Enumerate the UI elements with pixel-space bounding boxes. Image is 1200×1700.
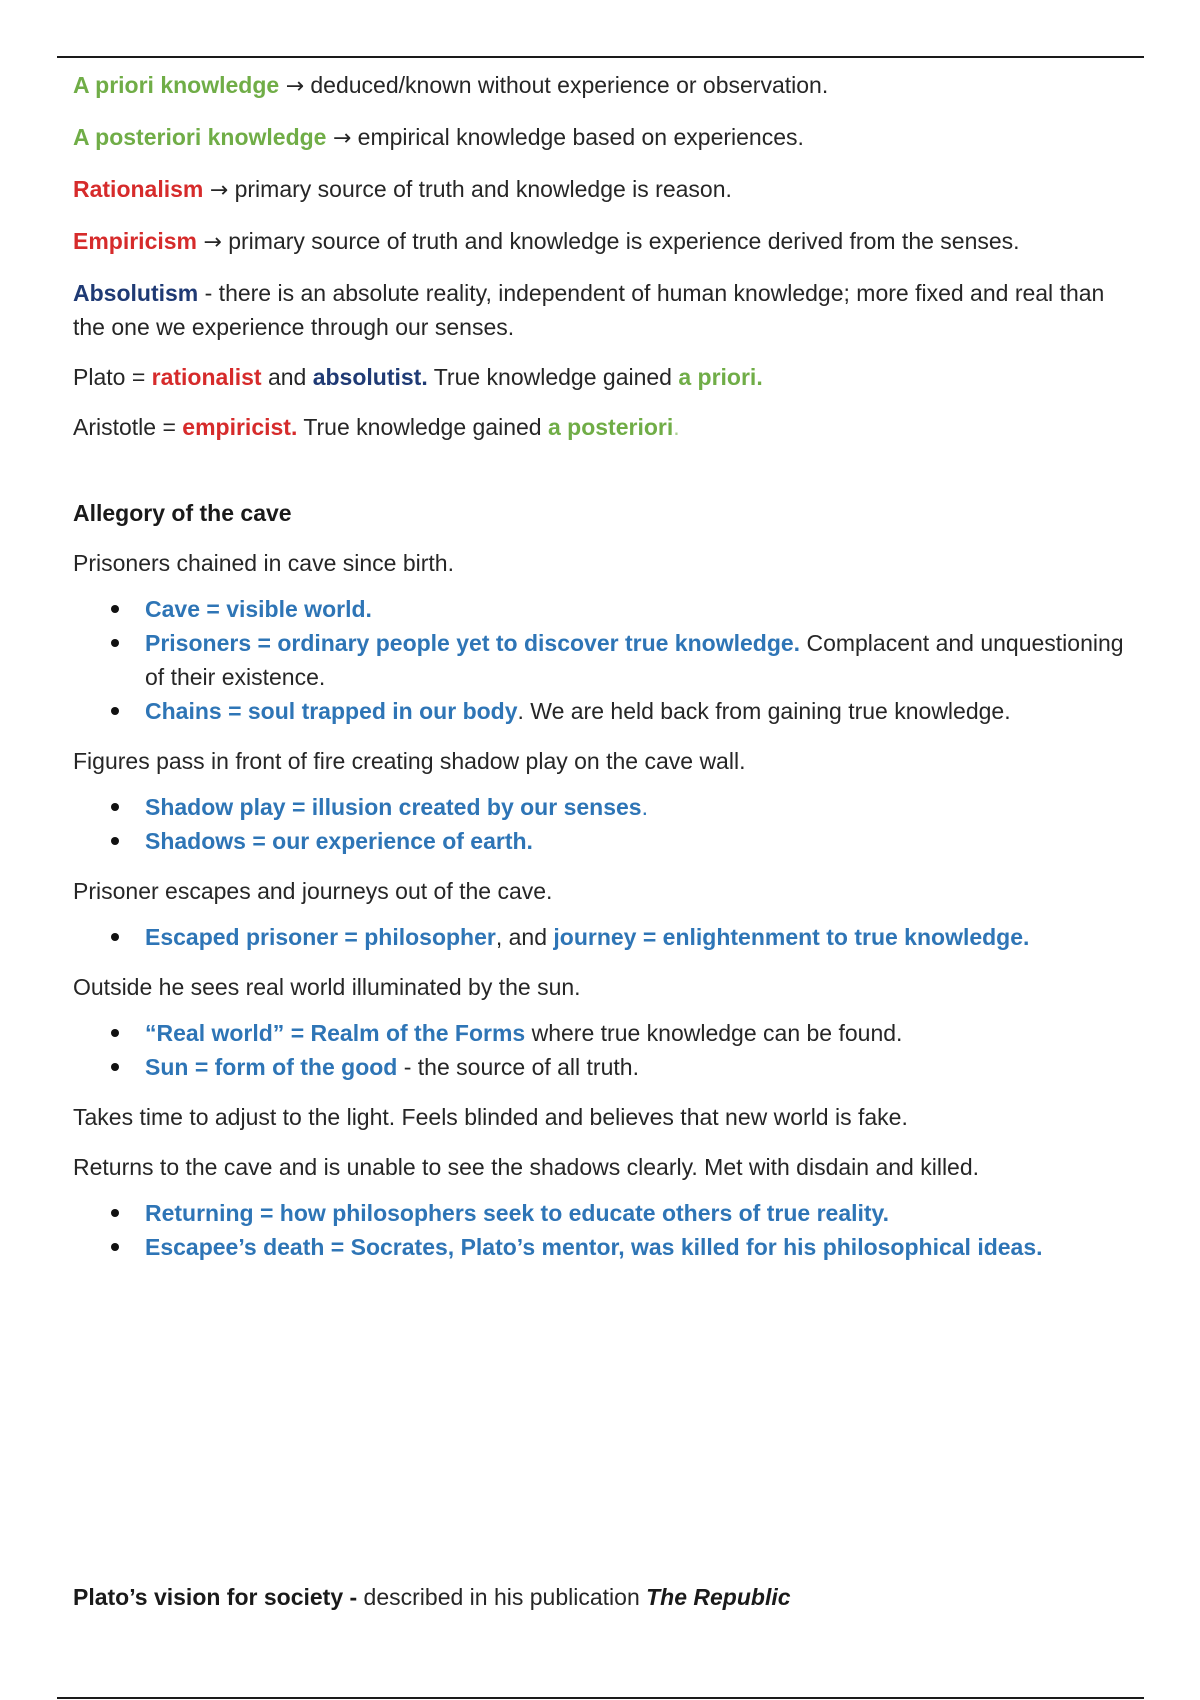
book-title: The Republic [646,1584,791,1610]
list-item [73,626,1133,694]
rationalist-term: rationalist [151,364,262,390]
aristotle-summary [73,410,1133,444]
trailing-dot: . [673,414,680,440]
cave-list-5 [73,1196,1133,1264]
definition-apriori [73,68,1133,104]
top-rule [57,56,1144,58]
cave-intro: Prisoners chained in cave since birth. [73,550,454,576]
bullet-highlight: Escapee’s death = Socrates, Plato’s mentor, was killed for his philosophical ideas. [145,1234,1043,1260]
definition-text: - there is an absolute reality, independent of human knowledge; more fixed and real than the one we experience through our senses. [73,280,1105,340]
definition-empiricism [73,224,1133,260]
definition-text: deduced/known without experience or observation. [304,72,829,98]
aposteriori-term: a posteriori [547,414,674,440]
arrow-icon: → [285,74,304,99]
cave-list-3 [73,920,1133,954]
definition-text: primary source of truth and knowledge is experience derived from the senses. [221,228,1020,254]
term-absolutism: Absolutism [73,280,199,306]
list-item [73,790,1133,824]
cave-heading: Allegory of the cave [73,500,292,526]
list-item [73,592,1133,626]
definition-text: empirical knowledge based on experiences. [351,124,804,150]
cave-escape: Prisoner escapes and journeys out of the cave. [73,878,553,904]
apriori-term: a priori. [678,364,763,390]
cave-list-1 [73,592,1133,728]
arrow-icon: → [209,178,229,203]
bullet-highlight: Shadow play = illusion created by our senses [145,794,642,820]
empiricist-term: empiricist. [182,414,298,440]
cave-returns: Returns to the cave and is unable to see the shadows clearly. Met with disdain and killed. [73,1154,980,1180]
cave-adjust: Takes time to adjust to the light. Feels blinded and believes that new world is fake. [73,1104,908,1130]
list-item [73,920,1133,954]
society-text: described in his publication [357,1584,647,1610]
bullet-text: Cave = visible world. [145,596,372,622]
bullet-text: . [641,794,648,820]
plato-label: Plato = [73,364,152,390]
bullet-highlight: “Real world” = Realm of the Forms [145,1020,526,1046]
definition-aposteriori [73,120,1133,156]
cave-figures: Figures pass in front of fire creating shadow play on the cave wall. [73,748,746,774]
bullet-highlight: Prisoners = ordinary people yet to discover true knowledge. [145,630,801,656]
bullet-highlight: journey = enlightenment to true knowledge. [553,924,1030,950]
list-item [73,1196,1133,1230]
bottom-rule [57,1697,1144,1699]
society-title: Plato’s vision for society - [73,1584,358,1610]
list-item [73,1016,1133,1050]
definition-absolutism [73,276,1133,344]
summary-text: True knowledge gained [297,414,548,440]
bullet-highlight: Returning = how philosophers seek to educate others of true reality. [145,1200,890,1226]
definition-text: primary source of truth and knowledge is reason. [228,176,732,202]
absolutist-term: absolutist. [312,364,428,390]
bullet-highlight: Sun = form of the good [145,1054,398,1080]
connector-text: and [261,364,313,390]
term-empiricism: Empiricism [73,228,197,254]
definition-rationalism [73,172,1133,208]
bullet-highlight: Escaped prisoner = philosopher [145,924,496,950]
bullet-text: , and [495,924,554,950]
bullet-highlight: Chains = soul trapped in our body [145,698,518,724]
list-item [73,1050,1133,1084]
plato-summary [73,360,1133,394]
bullet-text: - the source of all truth. [397,1054,639,1080]
arrow-icon: → [332,126,352,151]
term-apriori: A priori knowledge [73,72,280,98]
society-heading [73,1580,1133,1614]
bullet-text: where true knowledge can be found. [525,1020,903,1046]
cave-list-4 [73,1016,1133,1084]
cave-outside: Outside he sees real world illuminated by the sun. [73,974,581,1000]
list-item [73,824,1133,858]
cave-list-2 [73,790,1133,858]
summary-text: True knowledge gained [427,364,679,390]
arrow-icon: → [203,230,222,255]
bullet-text: . We are held back from gaining true knowledge. [517,698,1011,724]
list-item [73,694,1133,728]
bullet-highlight: Shadows = our experience of earth. [145,828,533,854]
bullet-text: Complacent and unquestioning of their existence. [145,630,1124,690]
aristotle-label: Aristotle = [73,414,183,440]
list-item [73,1230,1133,1264]
term-rationalism: Rationalism [73,176,204,202]
term-aposteriori: A posteriori knowledge [73,124,327,150]
document-body [73,68,1133,1280]
